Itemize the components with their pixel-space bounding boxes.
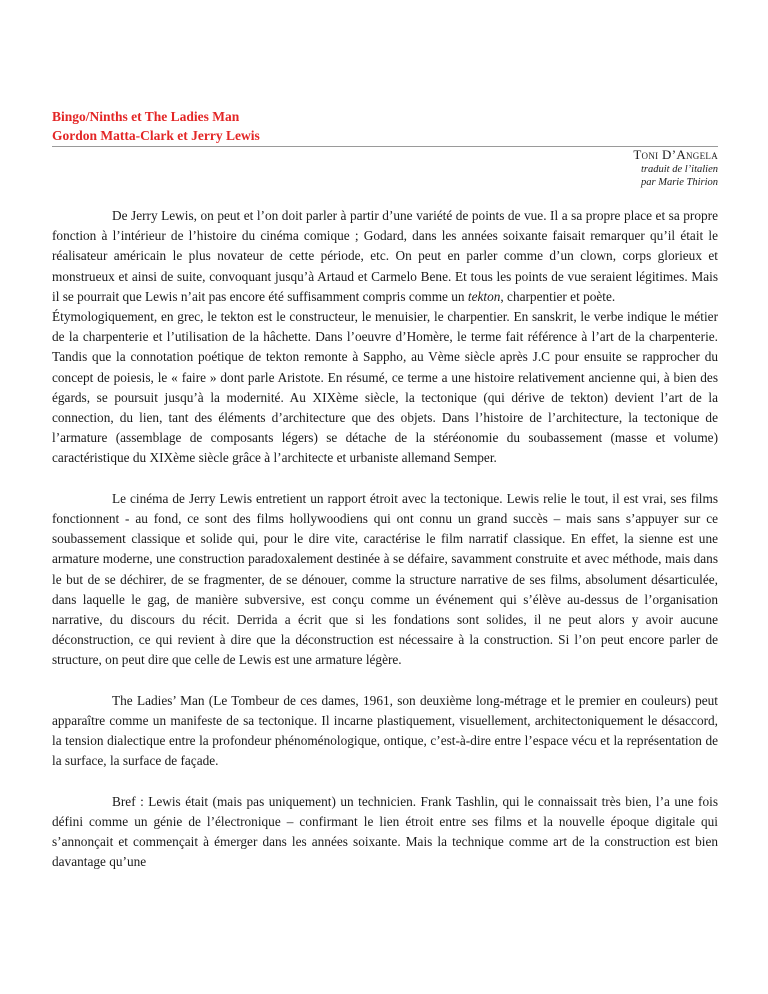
- article-title: [52, 107, 718, 145]
- paragraph-3: Le cinéma de Jerry Lewis entretient un rapport étroit avec la tectonique. Lewis relie le tout, il est vrai, ses films fonctionnent - au fond, ce sont des films hollywoodiens qui ont connu un grand succès – mais sans s’appuyer sur ce soubassement classique et solide qui, pour le dire vite, caractérise le film narratif classique. En effet, la sienne est une armature moderne, une construction paradoxalement destinée à se défaire, savamment construite et avec méthode, mais dans le but de se déchirer, de se fragmenter, de se dénouer, comme la structure narrative de ses films, absolument désarticulée, dans laquelle le gag, de manière subversive, est conçu comme un événement qui s’élève au-dessus de l’organisation narrative, du discours du récit. Derrida a écrit que si les fondations sont solides, il ne peut alors y avoir aucune déconstruction, ce qui revient à dire que la déconstruction est nécessaire à la construction. Si l’on peut encore parler de structure, on peut dire que celle de Lewis est une armature légère.: [52, 490, 718, 668]
- header-divider: [52, 146, 718, 147]
- paragraph-5: Bref : Lewis était (mais pas uniquement) un technicien. Frank Tashlin, qui le connaissait très bien, l’a une fois défini comme un génie de l’électronique – confirmant le lien étroit entre ses films et la nouvelle époque digitale qui s’annonçait et commençait à émerger dans les années soixante. Mais la technique comme art de la construction est bien davantage qu’une: [52, 793, 718, 870]
- paragraph-1-text: De Jerry Lewis, on peut et l’on doit parler à partir d’une variété de points de vue. Il a sa propre place et sa propre fonction à l’intérieur de l’histoire du cinéma comique ; Godard, dans les années soixante faisait remarquer qu’il était le réalisateur américain le plus novateur de cette période, etc. On peut en parler comme d’un clown, corps glorieux et monstrueux et ainsi de suite, convoquant jusqu’à Artaud et Carmelo Bene. Et tous les points de vue seraient légitimes. Mais il se pourrait que Lewis n’ait pas encore été suffisamment compris comme un: [52, 208, 718, 304]
- translation-credit: [641, 164, 718, 189]
- paragraph-2: Étymologiquement, en grec, le tekton est le constructeur, le menuisier, le charpentier. En sanskrit, le verbe indique le métier de la charpenterie et l’utilisation de la hâchette. Dans l’oeuvre d’Homère, le terme fait référence à l’art de la charpenterie. Tandis que la connotation poétique de tekton remonte à Sappho, au Vème siècle après J.C pour ensuite se rapprocher du concept de poiesis, le « faire » dont parle Aristote. En résumé, ce terme a une histoire relativement ancienne qui, à bien des égards, se poursuit jusqu’à la modernité. Au XIXème siècle, la tectonique (qui dérive de tekton) devient l’art de la connection, du lien, tant des éléments d’architecture que des objets. Dans l’histoire de l’architecture, la tectonique de l’armature (assemblage de composants légers) se détache de la stéréonomie du soubassement (masse et volume) caractéristique du XIXème siècle grâce à l’architecte et urbaniste allemand Semper.: [52, 309, 718, 466]
- title-line-1: Bingo/Ninths et The Ladies Man: [52, 109, 240, 124]
- paragraph-1-emphasis: tekton: [467, 288, 501, 304]
- paragraph-1: [52, 206, 718, 307]
- paragraph-4: The Ladies’ Man (Le Tombeur de ces dames, 1961, son deuxième long-métrage et le premier en couleurs) peut apparaître comme un manifeste de sa tectonique. Il incarne plastiquement, visuellement, architectoniquement le désaccord, la tension dialectique entre la profondeur phénoménologique, ontique, c’est-à-dire entre l’espace vécu et la représentation de la surface, la surface de façade.: [52, 692, 718, 769]
- translation-line-2: par Marie Thirion: [640, 176, 718, 188]
- translation-line-1: traduit de l’italien: [641, 164, 718, 175]
- title-line-2: Gordon Matta-Clark et Jerry Lewis: [52, 128, 260, 143]
- paragraph-1-end: , charpentier et poète.: [500, 288, 616, 304]
- author-name: Toni D’Angela: [633, 147, 718, 162]
- article-body: [52, 206, 718, 873]
